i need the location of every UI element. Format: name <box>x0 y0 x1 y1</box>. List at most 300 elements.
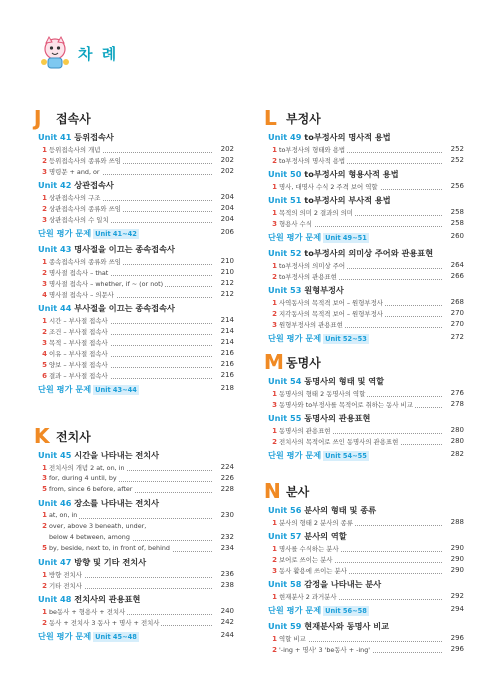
entry-number: 1 <box>42 511 47 519</box>
toc-entry[interactable] <box>268 208 464 219</box>
entry-number: 1 <box>272 146 277 154</box>
unit-test-link[interactable] <box>38 228 234 242</box>
entry-text: 동명사의 관용표현 <box>279 427 331 435</box>
unit-number: Unit 52 <box>268 248 305 258</box>
chapter-letter <box>264 106 277 130</box>
entry-text: 등위접속사의 개념 <box>49 146 101 154</box>
unit-number: Unit 55 <box>268 413 305 423</box>
entry-text: 동사 + 전치사 3 동사 + 명사 + 전치사 <box>49 619 160 627</box>
unit-heading[interactable] <box>268 169 464 182</box>
toc-entry[interactable] <box>268 634 464 645</box>
entry-text: 방향 전치사 <box>49 571 82 579</box>
page-number: 204 <box>220 204 234 212</box>
entry-text: 동사 활용에 쓰이는 분사 <box>279 567 347 575</box>
unit-title: 상관접속사 <box>74 180 114 190</box>
page-number: 270 <box>450 320 464 328</box>
entry-number: 1 <box>42 464 47 472</box>
entry-text: to부정사의 의미상 주어 <box>279 262 346 270</box>
unit-test-link[interactable] <box>268 605 464 619</box>
toc-entry[interactable] <box>268 320 464 331</box>
unit-test-link[interactable] <box>268 450 464 464</box>
unit-number: Unit 47 <box>38 557 75 567</box>
toc-entry[interactable] <box>38 257 234 268</box>
unit-title: to부정사의 부사적 용법 <box>304 195 391 205</box>
page-number: 216 <box>220 349 234 357</box>
entry-number: 2 <box>272 646 277 654</box>
entry-number: 3 <box>42 280 47 288</box>
entry-text: 종속접속사의 종류와 쓰임 <box>49 258 121 266</box>
unit-number: Unit 43 <box>38 244 75 254</box>
toc-entry[interactable] <box>38 522 234 533</box>
toc-entry[interactable] <box>38 463 234 474</box>
toc-entry[interactable] <box>268 272 464 283</box>
toc-entry[interactable] <box>268 145 464 156</box>
unit-number: Unit 48 <box>38 594 75 604</box>
toc-entry[interactable] <box>268 400 464 411</box>
page-number: 206 <box>220 228 234 236</box>
page-number: 256 <box>450 182 464 190</box>
page-number: 218 <box>220 384 234 392</box>
entry-text: 상관접속사의 종류와 쓰임 <box>49 205 121 213</box>
toc-entry[interactable] <box>268 592 464 603</box>
unit-heading[interactable] <box>38 132 234 145</box>
page-number: 276 <box>450 389 464 397</box>
entry-text: 현재분사 2 과거분사 <box>279 593 337 601</box>
toc-entry[interactable] <box>38 371 234 382</box>
page-number: 280 <box>450 426 464 434</box>
toc-entry[interactable] <box>268 645 464 656</box>
toc-entry[interactable] <box>268 309 464 320</box>
entry-text: 보어로 쓰이는 분사 <box>279 556 333 564</box>
unit-test-label: 단원 평가 문제 <box>38 228 92 238</box>
chapter-heading <box>34 106 234 130</box>
entry-number: 2 <box>42 522 47 530</box>
toc-entry[interactable] <box>268 156 464 167</box>
toc-entry[interactable] <box>38 581 234 592</box>
page-number: 212 <box>220 290 234 298</box>
page-number: 272 <box>450 333 464 341</box>
entry-number: 4 <box>42 291 47 299</box>
entry-number: 3 <box>42 474 47 482</box>
unit-number: Unit 54 <box>268 376 305 386</box>
chapter-title: 전치사 <box>56 430 91 444</box>
page-number: 288 <box>450 518 464 526</box>
unit-title: to부정사의 형용사적 용법 <box>304 169 399 179</box>
unit-title: 명사절을 이끄는 종속접속사 <box>74 244 175 254</box>
page-number: 240 <box>220 607 234 615</box>
entry-number: 2 <box>42 205 47 213</box>
chapter-title: 접속사 <box>56 112 91 126</box>
unit-title: 방향 및 기타 전치사 <box>74 557 147 567</box>
toc-entry[interactable] <box>268 219 464 230</box>
unit-number: Unit 44 <box>38 303 75 313</box>
entry-number: 1 <box>42 258 47 266</box>
entry-text: 기타 전치사 <box>49 582 82 590</box>
unit-heading[interactable] <box>268 531 464 544</box>
unit-heading[interactable] <box>268 195 464 208</box>
entry-number: 3 <box>272 401 277 409</box>
toc-entry[interactable] <box>268 389 464 400</box>
unit-number: Unit 46 <box>38 498 75 508</box>
unit-test-range: Unit 54~55 <box>325 452 367 460</box>
entry-text: from, since 6 before, after <box>49 485 133 493</box>
unit-test-label: 단원 평가 문제 <box>268 232 322 242</box>
entry-number: 1 <box>272 183 277 191</box>
unit-title: 현재분사와 동명사 비교 <box>304 621 390 631</box>
entry-number: 2 <box>42 328 47 336</box>
entry-text: 역할 비교 <box>279 635 306 643</box>
unit-number: Unit 51 <box>268 195 305 205</box>
entry-number: 1 <box>272 262 277 270</box>
toc-entry[interactable] <box>38 215 234 226</box>
toc-entry[interactable] <box>38 167 234 178</box>
entry-number: 2 <box>42 157 47 165</box>
unit-title: 동명사의 형태 및 역할 <box>304 376 385 386</box>
unit-heading[interactable] <box>38 557 234 570</box>
unit-heading[interactable] <box>268 285 464 298</box>
entry-number: 1 <box>272 593 277 601</box>
toc-entry[interactable] <box>38 193 234 204</box>
chapter-letter-text: K <box>34 424 50 448</box>
entry-number: 1 <box>272 299 277 307</box>
unit-number: Unit 42 <box>38 180 75 190</box>
toc-entry[interactable] <box>38 338 234 349</box>
page-number: 210 <box>220 257 234 265</box>
entry-text: 동명사와 to부정사를 목적어로 취하는 동사 비교 <box>279 401 413 409</box>
toc-entry[interactable] <box>38 279 234 290</box>
entry-text: below 4 between, among <box>49 533 130 541</box>
entry-number: 2 <box>42 582 47 590</box>
entry-number: 1 <box>272 519 277 527</box>
chapter-title: 부정사 <box>286 112 321 126</box>
page-number: 296 <box>450 634 464 642</box>
unit-title: to부정사의 명사적 용법 <box>304 132 391 142</box>
entry-text: 목적 – 부사절 접속사 <box>49 339 108 347</box>
chapter-letter-text: J <box>34 106 42 130</box>
unit-title: 시간을 나타내는 전치사 <box>74 450 160 460</box>
chapter-heading <box>34 424 234 448</box>
page-number: 224 <box>220 463 234 471</box>
entry-text: 명사절 접속사 – that <box>49 269 109 277</box>
unit-heading[interactable] <box>268 132 464 145</box>
entry-text: for, during 4 until, by <box>49 474 117 482</box>
toc-entry[interactable] <box>268 518 464 529</box>
page-number: 230 <box>220 511 234 519</box>
page-number: 252 <box>450 156 464 164</box>
page-number: 292 <box>450 592 464 600</box>
page-number: 232 <box>220 533 234 541</box>
entry-text: to부정사의 형태와 용법 <box>279 146 346 154</box>
unit-number: Unit 59 <box>268 621 305 631</box>
page-number: 238 <box>220 581 234 589</box>
page-number: 278 <box>450 400 464 408</box>
entry-text: 상관접속사의 구조 <box>49 194 101 202</box>
unit-test-range: Unit 49~51 <box>325 234 367 242</box>
page-number: 258 <box>450 208 464 216</box>
entry-text: 명사절 접속사 – whether, if ~ (or not) <box>49 280 164 288</box>
unit-title: 전치사의 관용표현 <box>74 594 141 604</box>
unit-number: Unit 57 <box>268 531 305 541</box>
entry-text: to부정사의 명사적 용법 <box>279 157 346 165</box>
page-number: 214 <box>220 338 234 346</box>
page-number: 252 <box>450 145 464 153</box>
entry-number: 5 <box>42 544 47 552</box>
entry-number: 1 <box>42 146 47 154</box>
entry-text: 지각동사의 목적격 보어 – 원형부정사 <box>279 310 383 318</box>
entry-text: by, beside, next to, in front of, behind <box>49 544 170 552</box>
unit-heading[interactable] <box>38 303 234 316</box>
entry-number: 2 <box>272 310 277 318</box>
entry-text: '-ing + 명사' 3 'be동사 + -ing' <box>279 646 371 654</box>
unit-test-range: Unit 45~48 <box>95 633 137 641</box>
toc-entry[interactable] <box>268 544 464 555</box>
entry-number: 2 <box>272 438 277 446</box>
unit-number: Unit 41 <box>38 132 75 142</box>
page-number: 214 <box>220 327 234 335</box>
toc-entry[interactable] <box>38 327 234 338</box>
chapter-title: 분사 <box>286 485 310 499</box>
entry-text: 분사의 형태 2 분사의 종류 <box>279 519 353 527</box>
unit-heading[interactable] <box>268 579 464 592</box>
page-number: 242 <box>220 618 234 626</box>
entry-number: 3 <box>272 220 277 228</box>
unit-test-link[interactable] <box>268 232 464 246</box>
unit-heading[interactable] <box>38 450 234 463</box>
unit-title: 분사의 형태 및 종류 <box>304 505 377 515</box>
toc-entry[interactable] <box>38 533 234 544</box>
entry-number: 2 <box>42 269 47 277</box>
toc-entry[interactable] <box>268 182 464 193</box>
entry-number: 1 <box>42 571 47 579</box>
page-number: 234 <box>220 544 234 552</box>
unit-test-range: Unit 56~58 <box>325 607 367 615</box>
toc-entry[interactable] <box>38 268 234 279</box>
page-number: 266 <box>450 272 464 280</box>
toc-entry[interactable] <box>38 360 234 371</box>
chapter-section <box>34 106 234 398</box>
page-number: 212 <box>220 279 234 287</box>
page-number: 294 <box>450 605 464 613</box>
page-number: 226 <box>220 474 234 482</box>
toc-entry[interactable] <box>38 204 234 215</box>
unit-heading[interactable] <box>268 621 464 634</box>
chapter-section <box>264 350 464 464</box>
entry-number: 3 <box>42 216 47 224</box>
chapter-heading <box>264 350 464 374</box>
page-number: 258 <box>450 219 464 227</box>
unit-heading[interactable] <box>268 505 464 518</box>
page-number: 202 <box>220 167 234 175</box>
entry-number: 1 <box>272 209 277 217</box>
toc-entry[interactable] <box>38 511 234 522</box>
entry-text: 결과 – 부사절 접속사 <box>49 372 108 380</box>
toc-entry[interactable] <box>268 555 464 566</box>
page-number: 290 <box>450 566 464 574</box>
page-number: 244 <box>220 631 234 639</box>
toc-entry[interactable] <box>268 426 464 437</box>
unit-heading[interactable] <box>38 594 234 607</box>
page-number: 210 <box>220 268 234 276</box>
toc-entry[interactable] <box>38 156 234 167</box>
unit-number: Unit 53 <box>268 285 305 295</box>
entry-text: 목적의 의미 2 결과의 의미 <box>279 209 353 217</box>
chapter-heading <box>264 479 464 503</box>
unit-test-range: Unit 41~42 <box>95 230 137 238</box>
page-number: 216 <box>220 360 234 368</box>
page-number: 236 <box>220 570 234 578</box>
toc-entry[interactable] <box>38 474 234 485</box>
entry-text: 이유 – 부사절 접속사 <box>49 350 108 358</box>
toc-entry[interactable] <box>38 290 234 301</box>
unit-title: 등위접속사 <box>74 132 114 142</box>
toc-entry[interactable] <box>38 570 234 581</box>
toc-entry[interactable] <box>38 316 234 327</box>
unit-title: 동명사의 관용표현 <box>304 413 371 423</box>
page-number: 204 <box>220 193 234 201</box>
entry-number: 1 <box>42 317 47 325</box>
toc-entry[interactable] <box>38 607 234 618</box>
entry-number: 3 <box>42 339 47 347</box>
chapter-letter-text: M <box>264 350 284 374</box>
unit-test-link[interactable] <box>268 333 464 347</box>
chapter-letter <box>264 479 281 503</box>
entry-text: over, above 3 beneath, under, <box>49 522 147 530</box>
entry-text: 형용사 수식 <box>279 220 312 228</box>
chapter-letter <box>264 350 284 374</box>
page-number: 202 <box>220 156 234 164</box>
entry-text: at, on, in <box>49 511 78 519</box>
chapter-section <box>264 479 464 656</box>
entry-text: 시간 – 부사절 접속사 <box>49 317 108 325</box>
entry-text: 명사를 수식하는 분사 <box>279 545 339 553</box>
page-number: 202 <box>220 145 234 153</box>
toc-entry[interactable] <box>38 485 234 496</box>
page-number: 270 <box>450 309 464 317</box>
unit-test-label: 단원 평가 문제 <box>38 384 92 394</box>
unit-heading[interactable] <box>268 413 464 426</box>
entry-number: 6 <box>42 372 47 380</box>
toc-entry[interactable] <box>268 261 464 272</box>
unit-heading[interactable] <box>38 244 234 257</box>
entry-text: 전치사의 목적어로 쓰인 동명사의 관용표현 <box>279 438 399 446</box>
unit-test-link[interactable] <box>38 384 234 398</box>
entry-text: to부정사의 관용표현 <box>279 273 337 281</box>
entry-text: 등위접속사의 종류와 쓰임 <box>49 157 121 165</box>
page-number: 280 <box>450 437 464 445</box>
unit-test-label: 단원 평가 문제 <box>268 450 322 460</box>
entry-number: 4 <box>42 350 47 358</box>
unit-test-range: Unit 43~44 <box>95 386 137 394</box>
unit-heading[interactable] <box>38 180 234 193</box>
unit-test-label: 단원 평가 문제 <box>268 333 322 343</box>
toc-entry[interactable] <box>38 145 234 156</box>
unit-title: 감정을 나타내는 분사 <box>304 579 382 589</box>
page-number: 204 <box>220 215 234 223</box>
chapter-letter-text: N <box>264 479 281 503</box>
entry-number: 3 <box>42 168 47 176</box>
entry-number: 1 <box>42 194 47 202</box>
toc-entry[interactable] <box>268 566 464 577</box>
entry-number: 1 <box>272 390 277 398</box>
page-number: 290 <box>450 555 464 563</box>
toc-entry[interactable] <box>268 437 464 448</box>
entry-number: 1 <box>42 608 47 616</box>
entry-text: 원형부정사의 관용표현 <box>279 321 343 329</box>
entry-text: 양보 – 부사절 접속사 <box>49 361 108 369</box>
page-number: 296 <box>450 645 464 653</box>
unit-title: 부사절을 이끄는 종속접속사 <box>74 303 175 313</box>
entry-text: 동명사의 형태 2 동명사의 역할 <box>279 390 366 398</box>
unit-test-label: 단원 평가 문제 <box>38 631 92 641</box>
entry-text: 사역동사의 목적격 보어 – 원형부정사 <box>279 299 383 307</box>
entry-number: 2 <box>272 556 277 564</box>
unit-heading[interactable] <box>268 376 464 389</box>
page-number: 282 <box>450 450 464 458</box>
entry-number: 2 <box>272 157 277 165</box>
page-number: 228 <box>220 485 234 493</box>
entry-number: 1 <box>272 635 277 643</box>
page-number: 216 <box>220 371 234 379</box>
entry-text: 조건 – 부사절 접속사 <box>49 328 108 336</box>
entry-text: 명령문 + and, or <box>49 168 100 176</box>
unit-number: Unit 45 <box>38 450 75 460</box>
unit-title: 장소를 나타내는 전치사 <box>74 498 160 508</box>
unit-title: 분사의 역할 <box>304 531 347 541</box>
unit-number: Unit 50 <box>268 169 305 179</box>
chapter-section <box>264 106 464 347</box>
unit-test-range: Unit 52~53 <box>325 335 367 343</box>
unit-number: Unit 58 <box>268 579 305 589</box>
toc-entry[interactable] <box>38 544 234 555</box>
chapter-letter <box>34 424 50 448</box>
unit-title: to부정사의 의미상 주어와 관용표현 <box>304 248 434 258</box>
chapter-letter <box>34 106 41 130</box>
unit-test-link[interactable] <box>38 631 234 645</box>
chapter-title: 동명사 <box>286 356 321 370</box>
unit-title: 원형부정사 <box>304 285 344 295</box>
page-number: 290 <box>450 544 464 552</box>
entry-number: 2 <box>42 619 47 627</box>
entry-text: 명사절 접속사 – 의문사 <box>49 291 114 299</box>
entry-number: 2 <box>272 273 277 281</box>
page-number: 268 <box>450 298 464 306</box>
entry-text: be동사 + 형용사 + 전치사 <box>49 608 126 616</box>
toc-entry[interactable] <box>268 298 464 309</box>
page-number: 264 <box>450 261 464 269</box>
page-number: 260 <box>450 232 464 240</box>
entry-text: 전치사의 개념 2 at, on, in <box>49 464 125 472</box>
entry-number: 3 <box>272 321 277 329</box>
entry-number: 5 <box>42 485 47 493</box>
toc-entry[interactable] <box>38 349 234 360</box>
chapter-section <box>34 424 234 645</box>
unit-heading[interactable] <box>38 498 234 511</box>
entry-number: 3 <box>272 567 277 575</box>
unit-heading[interactable] <box>268 248 464 261</box>
toc-entry[interactable] <box>38 618 234 629</box>
entry-number: 5 <box>42 361 47 369</box>
mascot-icon <box>38 35 72 71</box>
unit-number: Unit 49 <box>268 132 305 142</box>
toc-title: 차 례 <box>78 45 119 63</box>
entry-number: 1 <box>272 427 277 435</box>
entry-text: 상관접속사의 수 일치 <box>49 216 109 224</box>
unit-test-label: 단원 평가 문제 <box>268 605 322 615</box>
page-number: 214 <box>220 316 234 324</box>
entry-text: 명사, 대명사 수식 2 주격 보어 역할 <box>279 183 378 191</box>
chapter-letter-text: L <box>264 106 277 130</box>
chapter-heading <box>264 106 464 130</box>
